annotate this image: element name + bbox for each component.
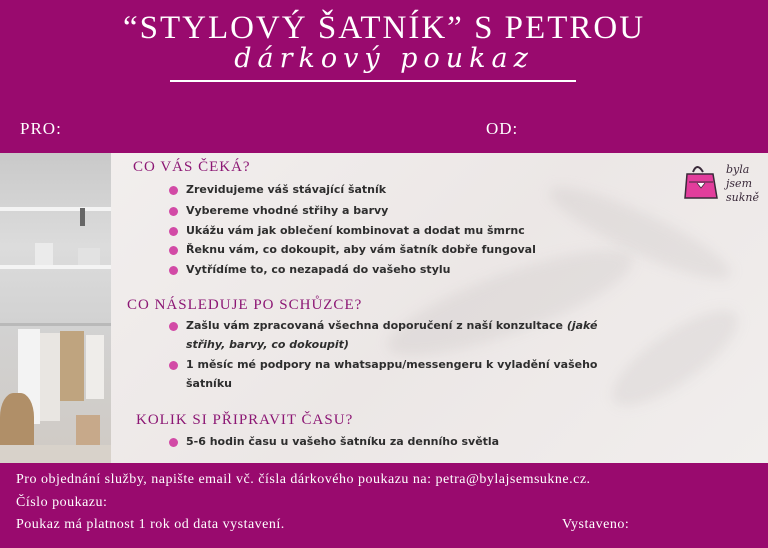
photo-blouse (86, 335, 104, 399)
list-item-text: Zašlu vám zpracovaná všechna doporučení z naší konzultace (186, 319, 567, 332)
list-item (186, 319, 597, 332)
voucher-subtitle: dárkový poukaz (234, 43, 534, 74)
photo-box (35, 243, 53, 265)
photo-dried-plant (0, 393, 34, 453)
list-item: Zrevidujeme váš stávající šatník (186, 183, 387, 196)
list-item-italic: (jaké (566, 319, 598, 332)
validity-text: Poukaz má platnost 1 rok od data vystavení. (16, 517, 285, 532)
photo-floor (0, 445, 111, 463)
bullet-dot (169, 438, 178, 447)
list-item-continuation: střihy, barvy, co dokoupit) (186, 338, 349, 351)
decorative-shadow (599, 295, 751, 422)
section-heading-after-meeting: CO NÁSLEDUJE PO SCHŮZCE? (127, 297, 363, 313)
photo-box (78, 248, 100, 265)
bullet-dot (169, 186, 178, 195)
list-item: 1 měsíc mé podpory na whatsappu/messengeru k vyladění vašeho (186, 358, 598, 371)
photo-shelf (0, 265, 111, 269)
list-item: Vybereme vhodné střihy a barvy (186, 204, 389, 217)
photo-white-dress (40, 333, 60, 421)
logo-line: jsem (726, 177, 752, 190)
bullet-dot (169, 227, 178, 236)
bullet-dot (169, 207, 178, 216)
order-instructions: Pro objednání služby, napište email vč. čísla dárkového poukazu na: petra@bylajsemsukne.cz. (16, 472, 591, 487)
logo-line: sukně (726, 191, 759, 204)
content-area (0, 153, 768, 463)
photo-shelf (0, 207, 111, 211)
footer-band (0, 463, 768, 548)
subtitle-underline (170, 80, 576, 82)
photo-knit-top (60, 331, 84, 401)
bullet-dot (169, 266, 178, 275)
header-band (0, 0, 768, 153)
section-heading-what-awaits: CO VÁS ČEKÁ? (133, 159, 251, 175)
voucher-title: “STYLOVÝ ŠATNÍK” S PETROU (122, 10, 646, 46)
list-item: Řeknu vám, co dokoupit, aby vám šatník dobře fungoval (186, 243, 536, 256)
voucher-number-label: Číslo poukazu: (16, 495, 108, 510)
list-item: Ukážu vám jak oblečení kombinovat a dodat mu šmrnc (186, 224, 525, 237)
photo-basket (76, 415, 100, 445)
logo-line: byla (726, 163, 750, 176)
bullet-dot (169, 322, 178, 331)
list-item-continuation: šatníku (186, 377, 232, 390)
bullet-dot (169, 246, 178, 255)
pro-label: PRO: (20, 119, 62, 138)
photo-rail (0, 323, 111, 326)
list-item: 5-6 hodin času u vašeho šatníku za denního světla (186, 435, 500, 448)
photo-lamp (80, 208, 85, 226)
section-heading-time-needed: KOLIK SI PŘIPRAVIT ČASU? (136, 412, 354, 428)
bullet-dot (169, 361, 178, 370)
wardrobe-photo (0, 153, 111, 463)
issued-label: Vystaveno: (562, 517, 630, 532)
list-item: Vytřídíme to, co nezapadá do vašeho stylu (186, 263, 451, 276)
od-label: OD: (486, 119, 519, 138)
